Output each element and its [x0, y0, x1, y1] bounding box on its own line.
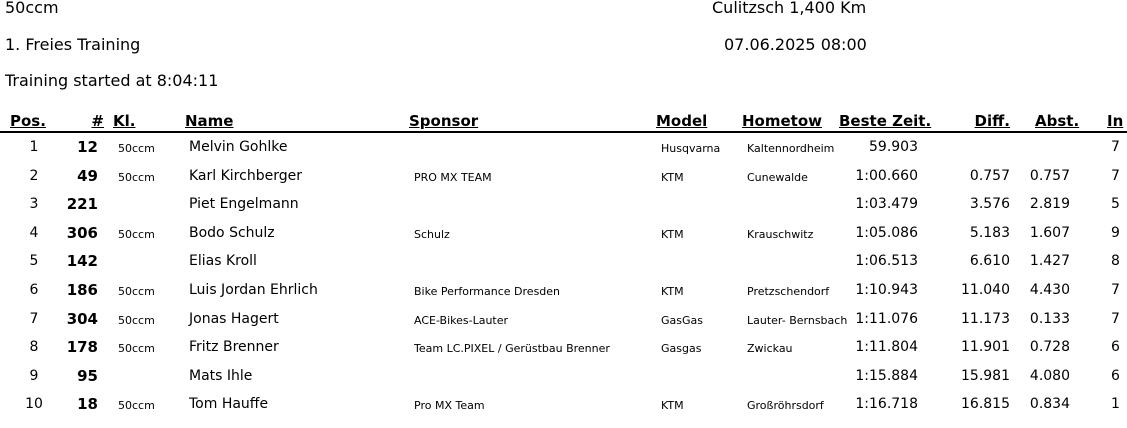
cell-diff: 3.576 [969, 196, 1010, 213]
cell-class: 50ccm [118, 313, 155, 327]
cell-in: 7 [1111, 139, 1120, 155]
cell-pos: 5 [29, 253, 39, 270]
cell-hometown: Krauschwitz [747, 227, 814, 241]
cell-model: KTM [661, 227, 684, 241]
cell-model: GasGas [661, 313, 703, 327]
cell-class: 50ccm [118, 170, 155, 184]
cell-number: 95 [77, 366, 98, 385]
cell-hometown: Cunewalde [747, 170, 808, 184]
table-row [0, 133, 1127, 162]
cell-in: 7 [1111, 167, 1120, 184]
table-body [0, 133, 1127, 419]
col-number: # [91, 112, 104, 130]
cell-name: Melvin Gohlke [189, 139, 288, 155]
col-best-time: Beste Zeit. [839, 112, 932, 130]
cell-diff: 6.610 [969, 253, 1010, 270]
cell-sponsor: Pro MX Team [414, 399, 485, 413]
cell-hometown: Lauter- Bernsbach [747, 313, 848, 327]
cell-best-time: 1:16.718 [855, 396, 918, 413]
cell-number: 142 [66, 252, 98, 271]
cell-class: 50ccm [118, 284, 155, 298]
cell-pos: 10 [25, 396, 43, 413]
cell-model: KTM [661, 170, 684, 184]
cell-hometown: Zwickau [747, 342, 793, 356]
col-abst: Abst. [1035, 112, 1080, 130]
col-name: Name [185, 112, 234, 130]
table-row [0, 333, 1127, 362]
cell-number: 12 [77, 138, 98, 156]
cell-in: 7 [1111, 310, 1120, 327]
cell-sponsor: Team LC.PIXEL / Gerüstbau Brenner [414, 342, 610, 356]
cell-in: 9 [1111, 224, 1120, 241]
cell-best-time: 1:15.884 [855, 367, 918, 384]
cell-pos: 4 [29, 224, 39, 241]
col-class: Kl. [113, 112, 136, 130]
cell-best-time: 59.903 [869, 139, 918, 155]
cell-class: 50ccm [118, 399, 155, 413]
cell-model: KTM [661, 399, 684, 413]
cell-class: 50ccm [118, 342, 155, 356]
table-row [0, 247, 1127, 276]
col-pos: Pos. [10, 112, 46, 130]
cell-pos: 2 [29, 167, 39, 184]
cell-model: KTM [661, 284, 684, 298]
cell-name: Karl Kirchberger [189, 167, 302, 184]
cell-hometown: Kaltennordheim [747, 142, 835, 155]
cell-name: Elias Kroll [189, 253, 257, 270]
col-in: In [1107, 112, 1124, 130]
col-hometown: Hometow [742, 112, 822, 130]
cell-number: 304 [66, 309, 98, 328]
start-time: Training started at 8:04:11 [5, 71, 219, 90]
cell-abst: 0.757 [1029, 167, 1070, 184]
col-model: Model [656, 112, 708, 130]
cell-model: Husqvarna [661, 142, 721, 155]
class-title: 50ccm [5, 0, 59, 17]
cell-best-time: 1:03.479 [855, 196, 918, 213]
table-row [0, 276, 1127, 305]
cell-name: Bodo Schulz [189, 224, 275, 241]
cell-in: 6 [1111, 339, 1120, 356]
cell-abst: 4.080 [1029, 367, 1070, 384]
cell-sponsor: ACE-Bikes-Lauter [414, 313, 509, 327]
cell-model: Gasgas [661, 342, 702, 356]
table-row [0, 305, 1127, 334]
cell-number: 306 [66, 223, 98, 242]
cell-number: 221 [66, 195, 98, 214]
cell-best-time: 1:00.660 [855, 167, 918, 184]
cell-name: Fritz Brenner [189, 339, 279, 356]
table-row [0, 362, 1127, 391]
cell-sponsor: Bike Performance Dresden [414, 284, 561, 298]
cell-class: 50ccm [118, 227, 155, 241]
cell-name: Mats Ihle [189, 367, 253, 384]
cell-abst: 0.834 [1029, 396, 1070, 413]
cell-best-time: 1:11.804 [855, 339, 918, 356]
session-title: 1. Freies Training [5, 35, 141, 54]
cell-diff: 11.173 [961, 310, 1010, 327]
cell-pos: 7 [29, 310, 39, 327]
cell-number: 178 [66, 338, 98, 357]
cell-diff: 15.981 [961, 367, 1010, 384]
table-row [0, 390, 1127, 419]
cell-in: 8 [1111, 253, 1120, 270]
cell-pos: 1 [29, 139, 39, 155]
cell-number: 49 [77, 166, 98, 185]
cell-name: Tom Hauffe [189, 396, 269, 413]
cell-in: 5 [1111, 196, 1120, 213]
cell-best-time: 1:10.943 [855, 281, 918, 298]
cell-diff: 0.757 [969, 167, 1010, 184]
table-row [0, 219, 1127, 248]
table-header [0, 110, 1127, 133]
cell-abst: 1.427 [1029, 253, 1070, 270]
cell-sponsor: PRO MX TEAM [414, 170, 492, 184]
cell-hometown: Großröhrsdorf [747, 399, 824, 413]
cell-best-time: 1:11.076 [855, 310, 918, 327]
track-info: Culitzsch 1,400 Km [712, 0, 867, 17]
cell-name: Jonas Hagert [189, 310, 279, 327]
cell-class: 50ccm [118, 142, 155, 155]
cell-abst: 4.430 [1029, 281, 1070, 298]
cell-abst: 2.819 [1029, 196, 1070, 213]
cell-pos: 3 [29, 196, 39, 213]
cell-in: 7 [1111, 281, 1120, 298]
cell-diff: 16.815 [961, 396, 1010, 413]
cell-in: 1 [1111, 396, 1120, 413]
table-row [0, 190, 1127, 219]
cell-best-time: 1:05.086 [855, 224, 918, 241]
cell-pos: 6 [29, 281, 39, 298]
cell-name: Luis Jordan Ehrlich [189, 281, 318, 298]
cell-number: 186 [66, 280, 98, 299]
cell-in: 6 [1111, 367, 1120, 384]
table-row [0, 162, 1127, 191]
cell-sponsor: Schulz [414, 227, 450, 241]
col-diff: Diff. [974, 112, 1010, 130]
cell-abst: 0.133 [1029, 310, 1070, 327]
cell-diff: 11.901 [961, 339, 1010, 356]
cell-diff: 5.183 [969, 224, 1010, 241]
cell-name: Piet Engelmann [189, 196, 299, 213]
session-datetime: 07.06.2025 08:00 [724, 35, 867, 54]
cell-hometown: Pretzschendorf [747, 284, 830, 298]
cell-pos: 8 [29, 339, 39, 356]
cell-number: 18 [77, 395, 98, 414]
cell-abst: 0.728 [1029, 339, 1070, 356]
cell-pos: 9 [29, 367, 39, 384]
results-table [0, 110, 1127, 419]
cell-abst: 1.607 [1029, 224, 1070, 241]
cell-best-time: 1:06.513 [855, 253, 918, 270]
cell-diff: 11.040 [961, 281, 1010, 298]
col-sponsor: Sponsor [409, 112, 479, 130]
